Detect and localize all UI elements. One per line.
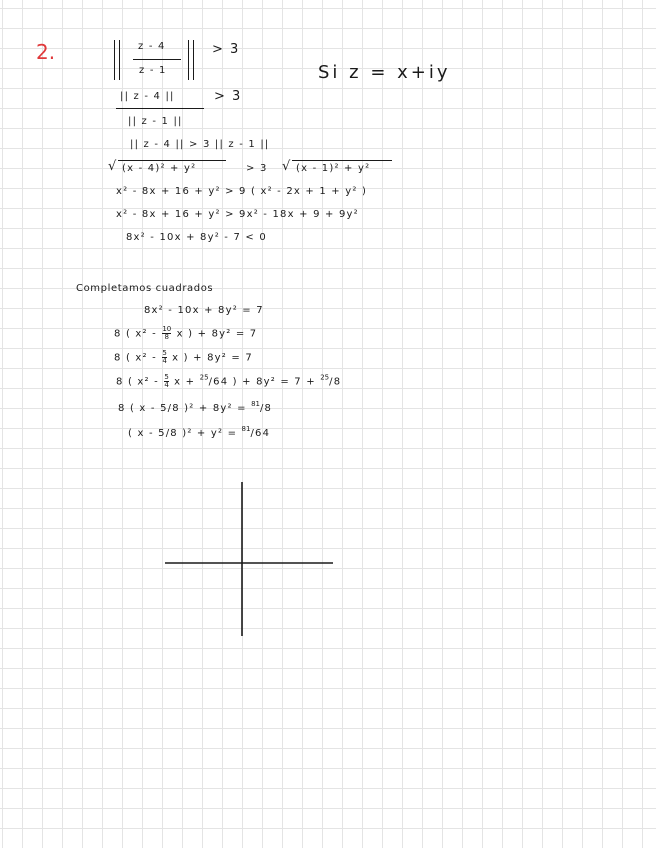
fraction-bottom: 4 (164, 381, 169, 389)
step6: 8x² - 10x + 8y² - 7 < 0 (126, 232, 267, 243)
step1-numerator: || z - 4 || (120, 91, 175, 102)
step1-denominator: || z - 1 || (128, 116, 183, 127)
sqrt-symbol-left: √ (108, 159, 118, 174)
step3-relation: > 3 (246, 163, 268, 174)
completing-step4-pre: 8 ( x² - (116, 376, 164, 388)
completing-step5-pre: 8 ( x - 5/8 )² + 8y² = (118, 403, 252, 414)
completing-step5-end: /8 (259, 403, 273, 414)
fraction-bottom: 4 (162, 357, 167, 365)
completing-step6-pre: ( x - 5/8 )² + y² = (128, 428, 242, 439)
superscript-81b: 81 (241, 425, 251, 433)
step5: x² - 8x + 16 + y² > 9x² - 18x + 9 + 9y² (116, 209, 359, 220)
completing-step4-mid2: /64 ) + 8y² = 7 + (208, 376, 321, 388)
sqrt-symbol-right: √ (282, 159, 292, 174)
completing-step2-pre: 8 ( x² - (114, 328, 162, 340)
completing-step6-end: /64 (250, 428, 271, 439)
fraction-top: 5 (164, 373, 169, 381)
step2: || z - 4 || > 3 || z - 1 || (130, 139, 270, 150)
superscript-25: 25 (199, 373, 209, 382)
completing-step4-mid: x + (169, 376, 200, 388)
fraction-top: 10 (162, 325, 172, 333)
step3-right: (x - 1)² + y² (296, 163, 371, 174)
completing-step4-end: /8 (329, 376, 342, 388)
completing-heading: Completamos cuadrados (76, 283, 214, 294)
step3-left: (x - 4)² + y² (122, 163, 197, 174)
substitution-note: Si z = x+iy (318, 62, 451, 83)
problem-number: 2. (36, 40, 56, 64)
completing-step3-post: x ) + 8y² = 7 (167, 352, 253, 364)
step4: x² - 8x + 16 + y² > 9 ( x² - 2x + 1 + y² ) (116, 186, 368, 197)
superscript-25b: 25 (320, 373, 330, 382)
completing-step3-pre: 8 ( x² - (114, 352, 162, 364)
fraction-numerator: z - 4 (138, 41, 166, 52)
step1-relation: > 3 (214, 89, 242, 104)
completing-step1: 8x² - 10x + 8y² = 7 (144, 305, 264, 316)
completing-step2-post: x ) + 8y² = 7 (172, 328, 258, 340)
inequality-relation: > 3 (212, 42, 240, 57)
fraction-denominator: z - 1 (139, 65, 167, 76)
fraction-bottom: 8 (164, 333, 170, 341)
fraction-top: 5 (162, 349, 167, 357)
superscript-81: 81 (251, 400, 260, 408)
